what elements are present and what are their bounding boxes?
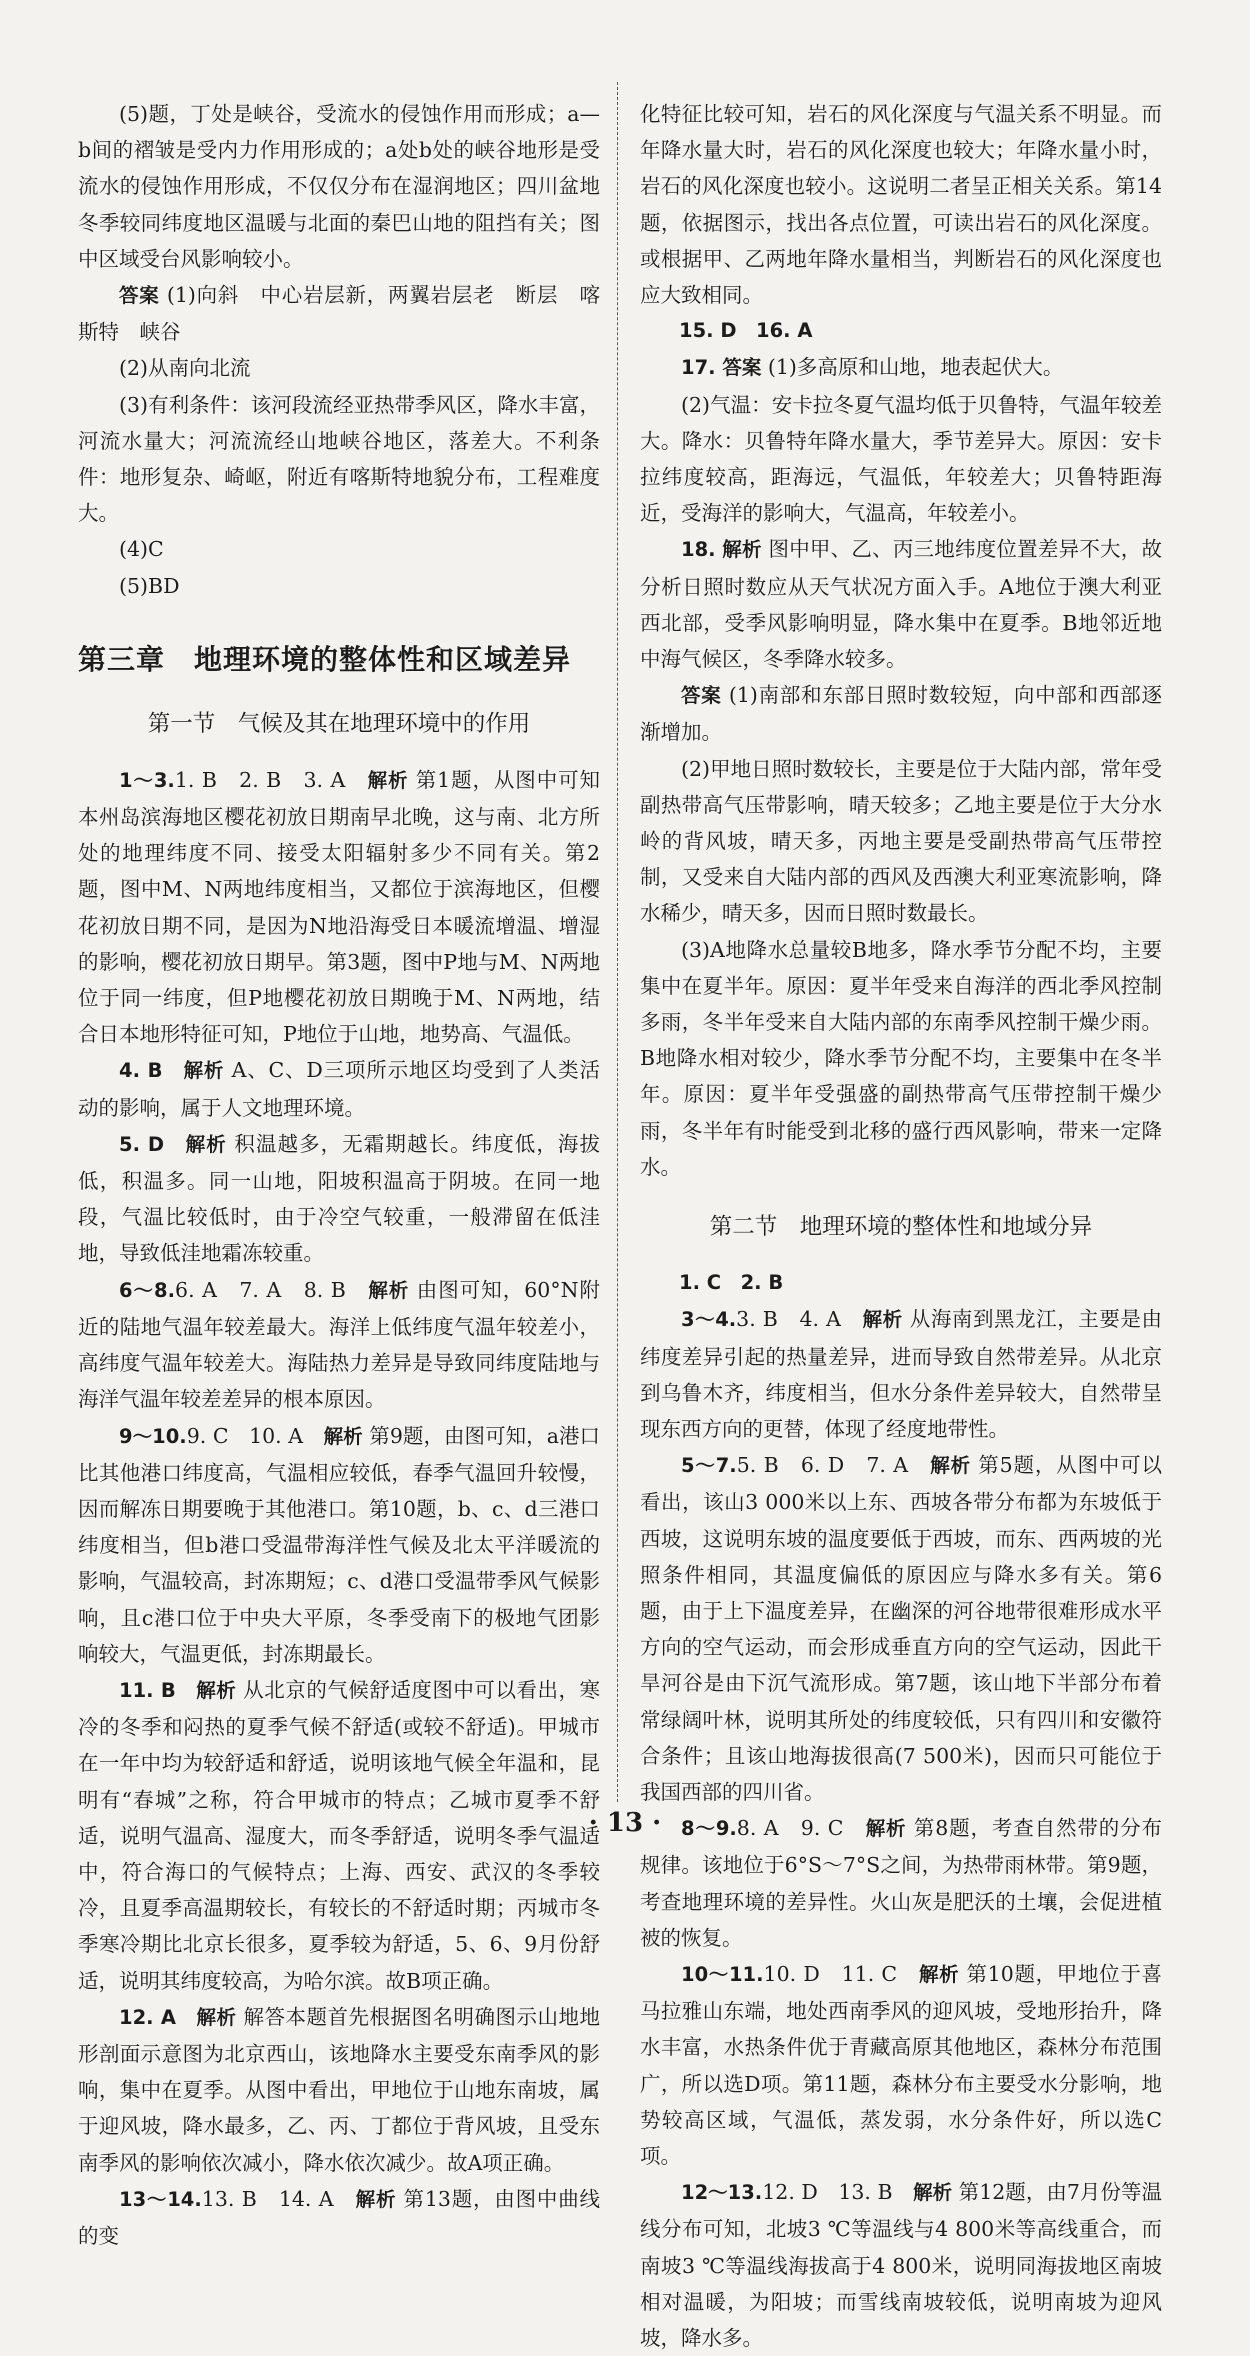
answer-paragraph: 化特征比较可知，岩石的风化深度与气温关系不明显。而年降水量大时，岩石的风化深度也较大；年降水量小时，岩石的风化深度也较小。这说明二者呈正相关关系。第14题，依据图示，找出各点位置，可读出岩石的风化深度。或根据甲、乙两地年降水量相当，判断岩石的风化深度也应大致相同。 [640, 102, 1162, 308]
answer-paragraph: (2)甲地日照时数较长，主要是位于大陆内部，常年受副热带高气压带影响，晴天较多；乙地主要是位于大分水岭的背风坡，晴天多，丙地主要是受副热带高气压带控制，又受来自大陆内部的西风及西澳大利亚寒流影响，降水稀少，晴天多，因而日照时数最长。 [640, 756, 1162, 926]
answer-paragraph: (5)BD [119, 573, 180, 598]
answer-paragraph: 15. D 16. A [679, 319, 813, 343]
question-block: 1～3.1. B 2. B 3. A 解析 第1题，从图中可知本州岛滨海地区樱花初放日期南早北晚，这与南、北方所处的地理纬度不同、接受太阳辐射多少不同有关。第2题，图中M、N两地纬度相当，又都位于滨海地区，但樱花初放日期不同，是因为N地沿海受日本暖流增温、增湿的影响，樱花初放日期早。第3题，图中P地与M、N两地位于同一纬度，但P地樱花初放日期晚于M、N两地，结合日本地形特征可知，P地位于山地，地势高、气温低。 [78, 767, 600, 1047]
answer-paragraph: (2)气温：安卡拉冬夏气温均低于贝鲁特，气温年较差大。降水：贝鲁特年降水量大，季节差异大。原因：安卡拉纬度较高，距海远，气温低，年较差大；贝鲁特距海近，受海洋的影响大，气温高，年较差小。 [640, 392, 1162, 526]
answer-paragraph: 答案 (1)向斜 中心岩层新，两翼岩层老 断层 喀斯特 峡谷 [78, 283, 600, 345]
question-block: 12. A 解析 解答本题首先根据图名明确图示山地地形剖面示意图为北京西山，该地降水主要受东南季风的影响，集中在夏季。从图中看出，甲地位于山地东南坡，属于迎风坡，降水最多，乙、丙、丁都位于背风坡，且受东南季风的影响依次减小，降水依次减少。故A项正确。 [78, 2004, 600, 2175]
section-title: 第一节 气候及其在地理环境中的作用 [147, 710, 531, 737]
section-title: 第二节 地理环境的整体性和地域分异 [709, 1214, 1093, 1241]
analysis-label: 解析 [367, 768, 409, 792]
page-number: · 13 · [588, 1808, 662, 1838]
left-column [78, 96, 600, 2254]
question-block: 9～10.9. C 10. A 解析 第9题，由图可知，a港口比其他港口纬度高，气温相应较低，春季气温回升较慢，因而解冻日期要晚于其他港口。第10题，b、c、d三港口纬度相当，但b港口受温带海洋性气候及北太平洋暖流的影响，气温较高，封冻期短；c、d港口受温带季风气候影响，且c港口位于中央大平原，冬季受南下的极地气团影响较大，气温更低，封冻期最长。 [78, 1423, 601, 1666]
question-block: 8～9.8. A 9. C 解析 第8题，考查自然带的分布规律。该地位于6°S～7°S之间，为热带雨林带。第9题，考查地理环境的差异性。火山灰是肥沃的土壤，会促进植被的恢复。 [640, 1816, 1162, 1950]
right-column [640, 96, 1162, 2356]
answer-paragraph: (3)A地降水总量较B地多，降水季节分配不均，主要集中在夏半年。原因：夏半年受来自海洋的西北季风控制多雨，冬半年受来自大陆内部的东南季风控制干燥少雨。B地降水相对较少，降水季节分配不均，主要集中在冬半年。原因：夏半年受强盛的副热带高气压带控制干燥少雨，冬半年有时能受到北移的盛行西风影响，带来一定降水。 [640, 937, 1162, 1179]
question-block: 11. B 解析 从北京的气候舒适度图中可以看出，寒冷的冬季和闷热的夏季气候不舒适(或较不舒适)。甲城市在一年中均为较舒适和舒适，说明该地气候全年温和，昆明有“春城”之称，符合甲城市的特点；乙城市夏季不舒适，说明气温高、湿度大，而冬季舒适，说明冬季气温适中，符合海口的气候特点；上海、西安、武汉的冬季较冷，且夏季高温期较长，有较长的不舒适时期；丙城市冬季寒冷期比北京长很多，夏季较为舒适，5、6、9月份舒适，说明其纬度较高，为哈尔滨。故B项正确。 [78, 1677, 600, 1993]
question-block: 3～4.3. B 4. A 解析 从海南到黑龙江，主要是由纬度差异引起的热量差异，进而导致自然带差异。从北京到乌鲁木齐，纬度相当，但水分条件差异较大，自然带呈现东西方向的更替，体现了经度地带性。 [640, 1307, 1162, 1441]
question-block: 5～7.5. B 6. D 7. A 解析 第5题，从图中可以看出，该山3 000米以上东、西坡各带分布都为东坡低于西坡，这说明东坡的温度要低于西坡，而东、西两坡的光照条件相同，其温度偏低的原因应与降水多有关。第6题，由于上下温度差异，在幽深的河谷地带很难形成水平方向的空气运动，而会形成垂直方向的空气运动，因此干旱河谷是由下沉气流形成。第7题，该山地下半部分布着常绿阔叶林，说明其所处的纬度较低，只有四川和安徽符合条件；且该山地海拔很高(7 500米)，因而只可能位于我国西部的四川省。 [640, 1453, 1162, 1804]
answer-paragraph: (3)有利条件：该河段流经亚热带季风区，降水丰富，河流水量大；河流流经山地峡谷地区，落差大。不利条件：地形复杂、崎岖，附近有喀斯特地貌分布，工程难度大。 [78, 392, 600, 526]
question-block: 4. B 解析 A、C、D三项所示地区均受到了人类活动的影响，属于人文地理环境。 [78, 1058, 600, 1120]
answer-paragraph: (4)C [119, 537, 164, 562]
answer-paragraph: (2)从南向北流 [119, 356, 251, 381]
question-block: 18. 解析 图中甲、乙、丙三地纬度位置差异不大，故分析日照时数应从天气状况方面入手。A地位于澳大利亚西北部，受季风影响明显，降水集中在夏季。B地邻近地中海气候区，冬季降水较多。 [640, 537, 1162, 672]
question-block: 17. 答案 (1)多高原和山地，地表起伏大。 [681, 355, 1064, 380]
answer-paragraph: 答案 (1)南部和东部日照时数较短，向中部和西部逐渐增加。 [640, 683, 1162, 745]
question-block: 13～14.13. B 14. A 解析 第13题，由图中曲线的变 [78, 2186, 600, 2248]
column-divider [617, 82, 618, 1802]
question-block: 10～11.10. D 11. C 解析 第10题，甲地位于喜马拉雅山东端，地处西南季风的迎风坡，受地形抬升，降水丰富，水热条件优于青藏高原其他地区，森林分布范围广，所以选D项。第11题，森林分布主要受水分影响，地势较高区域，气温低，蒸发弱，水分条件好，所以选C项。 [640, 1961, 1162, 2168]
question-block: 6～8.6. A 7. A 8. B 解析 由图可知，60°N附近的陆地气温年较差最大。海洋上低纬度气温年较差小，高纬度气温年较差大。海陆热力差异是导致同纬度陆地与海洋气温年较差差异的根本原因。 [78, 1277, 600, 1412]
chapter-title: 第三章 地理环境的整体性和区域差异 [78, 642, 572, 676]
answer-paragraph: 1. C 2. B [679, 1271, 784, 1295]
question-block: 5. D 解析 积温越多，无霜期越长。纬度低，海拔低，积温多。同一山地，阳坡积温高于阴坡。在同一地段，气温比较低时，由于冷空气较重，一般滞留在低洼地，导致低洼地霜冻较重。 [78, 1131, 600, 1266]
question-block: 12～13.12. D 13. B 解析 第12题，由7月份等温线分布可知，北坡3 ℃等温线与4 800米等高线重合，而南坡3 ℃等温线海拔高于4 800米，说明同海拔地区南坡相对温暖，为阳坡；而雪线南坡较低，说明南坡为迎风坡，降水多。 [640, 2180, 1162, 2350]
answer-label: 答案 [119, 284, 160, 308]
answer-paragraph: (5)题，丁处是峡谷，受流水的侵蚀作用而形成；a—b间的褶皱是受内力作用形成的；a处b处的峡谷地形是受流水的侵蚀作用形成，不仅仅分布在湿润地区；四川盆地冬季较同纬度地区温暖与北面的秦巴山地的阻挡有关；图中区域受台风影响较小。 [78, 102, 600, 271]
